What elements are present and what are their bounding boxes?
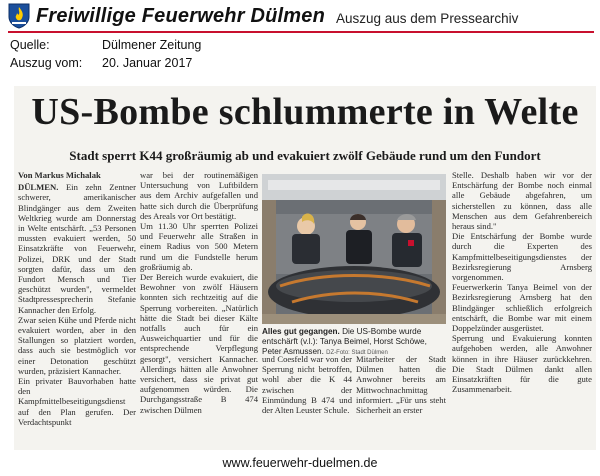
source-label: Quelle: xyxy=(10,38,50,52)
article-subheadline: Stadt sperrt K44 großräumig ab und evakuiert zwölf Gebäude rund um den Fundort xyxy=(69,148,541,163)
header-divider xyxy=(8,31,594,33)
source-value: Dülmener Zeitung xyxy=(102,38,202,52)
article-paragraph: und Coesfeld war von der Sperrung nicht betroffen, wohl aber die K 44 zwischen der Einmündung B 474 und der Alten Leuster Schule. xyxy=(262,354,352,416)
caption-text: Die US-Bombe wurde entschärft (v.l.): Tanya Beimel, Horst Schöwe, Peter Asmussen. xyxy=(262,327,427,356)
article-column-5 xyxy=(452,170,592,448)
date-value: 20. Januar 2017 xyxy=(102,56,193,70)
source-row xyxy=(10,38,201,52)
article-paragraph: Mitarbeiter der Stadt Dülmen hatten die Anwohner bereits am Mittwochnachmittag informiert. „Für uns steht Sicherheit an erster xyxy=(356,354,446,416)
article-paragraph xyxy=(18,182,136,315)
article-photo xyxy=(262,174,446,324)
article-byline: Von Markus Michalak xyxy=(18,170,101,180)
article-column-2 xyxy=(140,170,258,448)
caption-lead: Alles gut gegangen. xyxy=(262,327,340,336)
photo-credit: DZ-Foto: Stadt Dülmen xyxy=(326,350,388,356)
article-paragraph: Stelle. Deshalb haben wir vor der Entschärfung der Bombe noch einmal alle Gebäude abgefahren, um sicherstellen zu können, dass alle Menschen aus dem Gefahrenbereich heraus sind." xyxy=(452,170,592,232)
article-paragraph: war bei der routinemäßigen Untersuchung von Luftbildern aus dem Archiv aufgefallen und hatte sich durch die Überprüfung des Areals vor Ort bestätigt. xyxy=(140,170,258,221)
article-paragraph: Die Entschärfung der Bombe wurde durch die Experten des Kampfmittelbeseitigungsdienstes der Bezirksregierung Arnsberg vorgenommen. xyxy=(452,231,592,283)
archive-label: Auszug aus dem Pressearchiv xyxy=(336,11,519,26)
article-paragraph: Zwar seien Kühe und Pferde nicht evakuiert worden, aber in den Stallungen so platziert worden, dass auch sie bestmöglich vor einer Detonation geschützt wurden, präzisiert Kannacher. xyxy=(18,314,136,376)
article-paragraph: Sperrung und Evakuierung konnten aufgehoben werden, alle Anwohner können in ihre Häuser zurückkehren. Die Stadt Dülmen dankt allen Einsatzkräften für die gute Zusammenarbeit. xyxy=(452,333,592,395)
date-row xyxy=(10,56,192,70)
dateline-city: DÜLMEN. xyxy=(18,182,59,193)
article-paragraph: Feuerwerkerin Tanya Beimel von der Bezirksregierung Arnsberg hat den Blindgänger schließlich erfolgreich entschärft, die Bombe war mit einem Doppelzünder ausgerüstet. xyxy=(452,282,592,334)
fire-brigade-crest-icon xyxy=(8,3,30,29)
article-paragraph: Der Bereich wurde evakuiert, die Bewohner von zwölf Häusern konnten sich rechtzeitig auf die Sperrung vorbereiten. „Natürlich hätte die Stadt bei dieser Kälte notfalls auch für ein Ausweichquartier und für die entsprechende Verpflegung gesorgt", versichert Kannacher. Allerdings hätten alle Anwohner versichert, dass sie privat gut aufgenommen würden. Die Durchgangsstraße B 474 zwischen Dülmen xyxy=(140,272,258,415)
newspaper-clipping xyxy=(14,86,596,450)
paragraph-text: Ein zehn Zentner schwerer, amerikanischer Blindgänger aus dem Zweiten Weltkrieg wurde am Donnerstag in Welte entschärft. „53 Personen mussten evakuiert werden, 50 Einsatzkräfte von Feuerwehr, Polizei, DRK und der Stadt sorgten dafür, dass um den Fundort Mensch und Tier geschützt wurden", vermeldet Stadtpressesprecherin Stefanie Kannacher den Erfolg. xyxy=(18,182,136,315)
date-label: Auszug vom: xyxy=(10,56,83,70)
brand-title: Freiwillige Feuerwehr Dülmen xyxy=(36,5,325,27)
article-headline: US-Bombe schlummerte in Welte xyxy=(31,91,579,133)
article-column-1 xyxy=(18,170,136,448)
article-column-3 xyxy=(262,354,352,448)
footer-url[interactable]: www.feuerwehr-duelmen.de xyxy=(222,456,378,470)
page-header xyxy=(0,0,600,32)
article-column-4 xyxy=(356,354,446,448)
article-paragraph: Ein privater Bauvorhaben hatte den Kampfmittelbeseitigungsdienst auf den Plan gerufen. Der Verdachtspunkt xyxy=(18,376,136,427)
article-paragraph: Um 11.30 Uhr sperrten Polizei und Feuerwehr alle Straßen in einem Radius von 500 Metern rund um die Fundstelle herum großräumig ab. xyxy=(140,221,258,272)
